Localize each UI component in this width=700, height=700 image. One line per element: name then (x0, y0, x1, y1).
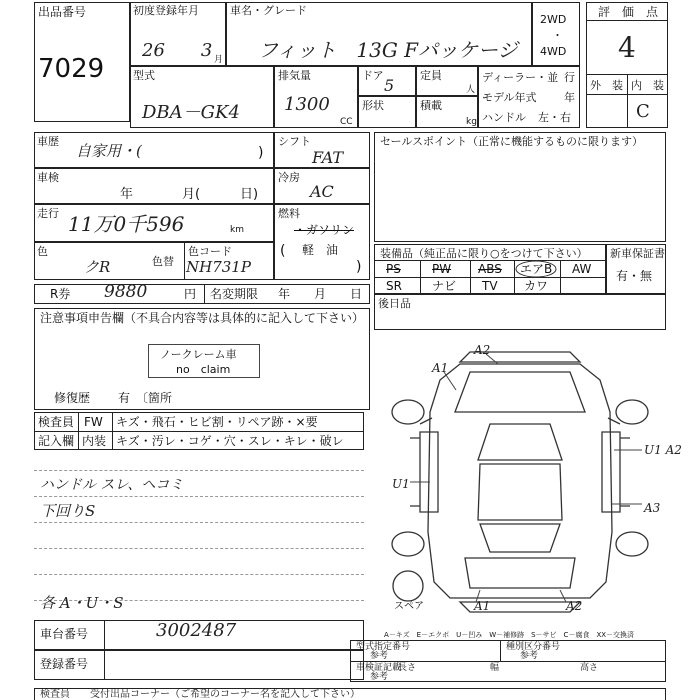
mark-rear-a1: A1 (474, 599, 491, 613)
recycle-value: 9880 (104, 282, 148, 302)
repair-value: 有 〔箇所 (118, 391, 173, 405)
size-length: 長さ (398, 663, 417, 673)
size-width: 幅 (490, 663, 500, 673)
interior-label: 内 装 (631, 79, 664, 92)
color-label: 色 (37, 245, 48, 258)
size-label: 車検証記載 (356, 663, 402, 673)
handle-value: 左・右 (538, 111, 571, 124)
inspector-interior: 内装 (82, 434, 107, 448)
noclaim-jp: ノークレーム車 (160, 348, 237, 361)
mileage-unit: km (230, 225, 244, 235)
repair-label: 修復歴 (54, 391, 91, 405)
mark-rear-a2: A2 (566, 599, 583, 613)
ac-label: 冷房 (278, 171, 300, 184)
fuel-diesel: 軽 油 (302, 243, 339, 257)
drive-2wd: 2WD (540, 13, 567, 26)
dealer-suffix: 行 (564, 71, 575, 84)
fuel-paren-open: ( (280, 243, 286, 259)
first-reg-label: 初度登録年月 (133, 4, 199, 17)
doors-value: 5 (384, 76, 395, 95)
first-reg-value: 26 3 (142, 40, 213, 61)
model-year-suffix: 年 (564, 91, 575, 104)
equip-abs: ABS (478, 262, 502, 276)
equip-leather: カワ (524, 279, 549, 293)
equip-ps: PS (386, 262, 401, 276)
grade-label: 評 価 点 (598, 5, 659, 19)
lot-number: 7029 (38, 54, 105, 84)
equip-pw: PW (432, 262, 452, 276)
inspector-interior-items: キズ・汚レ・コゲ・穴・スレ・キレ・破レ (116, 434, 344, 448)
equip-aw: AW (572, 262, 592, 276)
model-value: DBA－GK4 (142, 102, 240, 123)
warranty-label: 新車保証書 (610, 247, 665, 260)
grade-value: 4 (618, 31, 636, 64)
inspection-year: 年 (120, 187, 134, 202)
doors-label: ドア (362, 69, 384, 82)
mark-front-a2: A2 (474, 343, 491, 357)
inspector-label-1: 検査員 (38, 415, 75, 429)
spare-label: スペア (394, 601, 424, 612)
equip-airbag: エアB (520, 262, 553, 276)
noclaim-en: no claim (176, 363, 231, 376)
inspection-label: 車検 (37, 171, 59, 184)
footer-text: 受付出品コーナー（ご希望のコーナー名を記入して下さい） (90, 689, 360, 700)
color-value: クR (84, 258, 111, 276)
history-value: 自家用・( (76, 142, 142, 160)
model-year-label: モデル年式 (482, 91, 537, 104)
warranty-value: 有・無 (616, 269, 653, 283)
damage-legend: A－キズ E－エクボ U－凹み W－補修跡 S－サビ C－腐食 XX－交換済 (384, 631, 635, 639)
recycle-yen: 円 (184, 287, 197, 301)
size-height: 高さ (580, 663, 599, 673)
fuel-gas: ・ガソリン (294, 223, 355, 237)
car-damage-diagram (380, 332, 670, 622)
lot-label: 出品番号 (38, 5, 87, 19)
equipment-label: 装備品（純正品に限り○をつけて下さい） (380, 247, 588, 260)
history-label: 車歴 (37, 135, 59, 148)
inspector-fw-items: キズ・飛石・ヒビ割・リペア跡・×要 (116, 415, 318, 429)
history-close-paren: ) (258, 145, 264, 161)
exterior-label: 外 装 (590, 79, 623, 92)
title-year: 年 (278, 287, 291, 301)
reg-label: 登録番号 (40, 657, 89, 671)
repaint-label: 色替 (152, 255, 174, 268)
displacement-label: 排気量 (278, 69, 311, 82)
capacity-label: 定員 (420, 69, 442, 82)
rear-items-box (374, 294, 666, 330)
color-code-label: 色コード (188, 245, 232, 258)
recycle-label: R券 (50, 287, 71, 301)
car-name-value: フィット 13G Fパッケージ (258, 38, 518, 62)
title-month: 月 (314, 287, 327, 301)
inspection-day: 日) (240, 187, 259, 202)
equip-sr: SR (386, 279, 402, 293)
capacity-unit: 人 (466, 85, 476, 95)
cc-unit: CC (340, 117, 353, 127)
equip-navi: ナビ (432, 279, 457, 293)
month-suffix: 月 (214, 55, 224, 65)
spec-ref: 参考 (370, 651, 389, 661)
mileage-label: 走行 (37, 207, 59, 220)
inspection-month: 月( (182, 187, 201, 202)
drive-dot: ・ (552, 29, 563, 42)
remark-2: 下回りS (40, 502, 96, 520)
shift-label: シフト (278, 135, 311, 148)
fuel-paren-close: ) (356, 259, 362, 275)
chassis-label: 車台番号 (40, 627, 89, 641)
title-change-label: 名変期限 (210, 287, 259, 301)
chassis-value: 3002487 (156, 620, 237, 641)
drive-4wd: 4WD (540, 45, 567, 58)
inspector-fw: FW (84, 415, 103, 429)
notes-label: 注意事項申告欄（不具合内容等は具体的に記入して下さい） (40, 311, 365, 325)
model-label: 型式 (133, 69, 155, 82)
title-day: 日 (350, 287, 363, 301)
spec-label: 型式指定番号 (356, 642, 411, 652)
equip-tv: TV (482, 279, 498, 293)
class-ref: 参考 (520, 651, 539, 661)
ac-value: AC (310, 182, 334, 201)
load-label: 積載 (420, 99, 442, 112)
displacement-value: 1300 (284, 94, 330, 115)
shape-label: 形状 (362, 99, 384, 112)
kg-unit: kg (466, 117, 477, 127)
sales-point-label: セールスポイント（正常に機能するものに限ります） (380, 135, 644, 148)
car-name-label: 車名・グレード (230, 4, 307, 17)
interior-value: C (636, 101, 650, 122)
footer-label: 検査員 (40, 689, 70, 700)
fuel-label: 燃料 (278, 207, 300, 220)
remark-3: 各 A・U・S (40, 594, 124, 612)
mileage-value: 11万0千596 (68, 212, 185, 236)
remark-1: ハンドル スレ、ヘコミ (40, 477, 184, 493)
shift-value: FAT (312, 148, 344, 167)
mark-front-left-a1: A1 (432, 361, 449, 375)
color-code-value: NH731P (186, 258, 251, 276)
handle-label: ハンドル (482, 111, 526, 124)
inspector-label-2: 記入欄 (38, 434, 75, 448)
mark-left-u1: U1 (392, 477, 410, 491)
mark-right-u1a2: U1 A2 (644, 443, 682, 457)
dealer-label: ディーラー・並 (482, 71, 559, 84)
size-ref: 参考 (370, 672, 389, 682)
rear-items-label: 後日品 (378, 297, 411, 310)
class-label: 種別区分番号 (506, 642, 561, 652)
mark-right-a3: A3 (644, 501, 661, 515)
